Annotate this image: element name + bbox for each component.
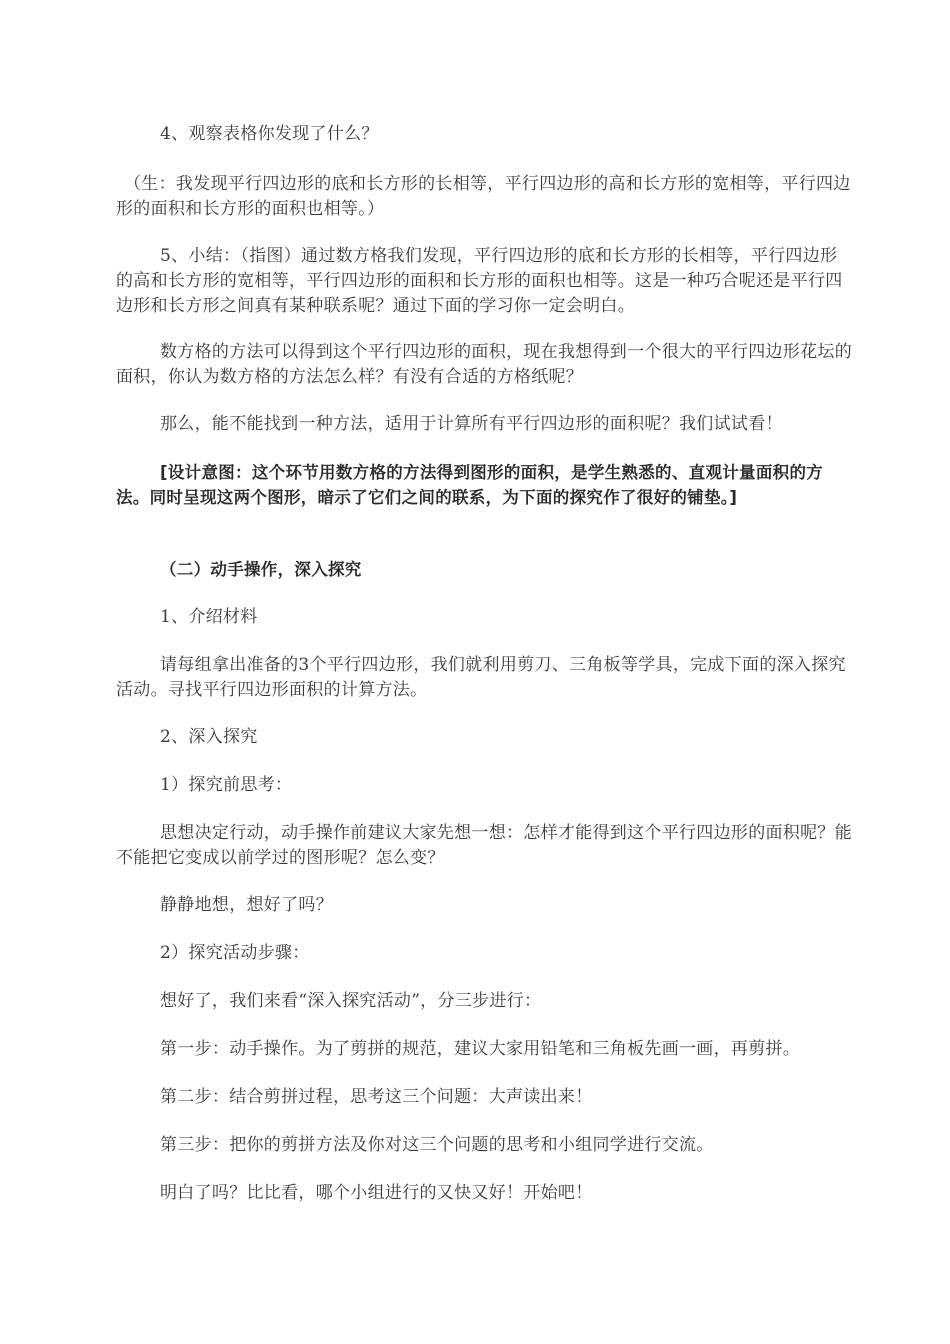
paragraph-summary: 5、小结：（指图）通过数方格我们发现，平行四边形的底和长方形的长相等，平行四边形的高和长方形的宽相等，平行四边形的面积和长方形的面积也相等。这是一种巧合呢还是平行四边形和长方形之间真有某种联系呢？通过下面的学习你一定会明白。 bbox=[116, 246, 843, 316]
paragraph-materials-instruction: 请每组拿出准备的3个平行四边形，我们就利用剪刀、三角板等学具，完成下面的深入探究活动。寻找平行四边形面积的计算方法。 bbox=[116, 655, 846, 700]
paragraph-introduce-materials: 1、介绍材料 bbox=[160, 607, 258, 627]
paragraph-quiet-thinking: 静静地想，想好了吗？ bbox=[160, 895, 333, 915]
paragraph-activity-steps: 2）探究活动步骤： bbox=[160, 943, 310, 963]
paragraph-find-method: 那么，能不能找到一种方法，适用于计算所有平行四边形的面积呢？我们试试看！ bbox=[160, 414, 783, 434]
paragraph-student-answer: （生：我发现平行四边形的底和长方形的长相等，平行四边形的高和长方形的宽相等，平行四边形的面积和长方形的面积也相等。） bbox=[116, 174, 851, 219]
paragraph-step-one: 第一步：动手操作。为了剪拼的规范，建议大家用铅笔和三角板先画一画，再剪拼。 bbox=[160, 1039, 801, 1059]
paragraph-deep-inquiry: 2、深入探究 bbox=[160, 727, 258, 747]
paragraph-step-two: 第二步：结合剪拼过程，思考这三个问题：大声读出来！ bbox=[160, 1087, 593, 1107]
paragraph-observe-table: 4、观察表格你发现了什么？ bbox=[160, 124, 379, 144]
paragraph-start: 明白了吗？比比看，哪个小组进行的又快又好！开始吧！ bbox=[160, 1183, 593, 1203]
paragraph-pre-thinking: 1）探究前思考： bbox=[160, 775, 293, 795]
paragraph-three-steps: 想好了，我们来看“深入探究活动”，分三步进行： bbox=[160, 991, 542, 1011]
paragraph-design-intent: [设计意图：这个环节用数方格的方法得到图形的面积，是学生熟悉的、直观计量面积的方法。同时呈现这两个图形，暗示了它们之间的联系，为下面的探究作了很好的铺垫。] bbox=[116, 463, 824, 507]
paragraph-think-first: 思想决定行动，动手操作前建议大家先想一想：怎样才能得到这个平行四边形的面积呢？能不能把它变成以前学过的图形呢？怎么变？ bbox=[116, 823, 852, 868]
paragraph-step-three: 第三步：把你的剪拼方法及你对这三个问题的思考和小组同学进行交流。 bbox=[160, 1135, 714, 1155]
section-heading-hands-on: （二）动手操作，深入探究 bbox=[160, 560, 362, 579]
paragraph-grid-method: 数方格的方法可以得到这个平行四边形的面积，现在我想得到一个很大的平行四边形花坛的面积，你认为数方格的方法怎么样？有没有合适的方格纸呢？ bbox=[116, 342, 852, 387]
